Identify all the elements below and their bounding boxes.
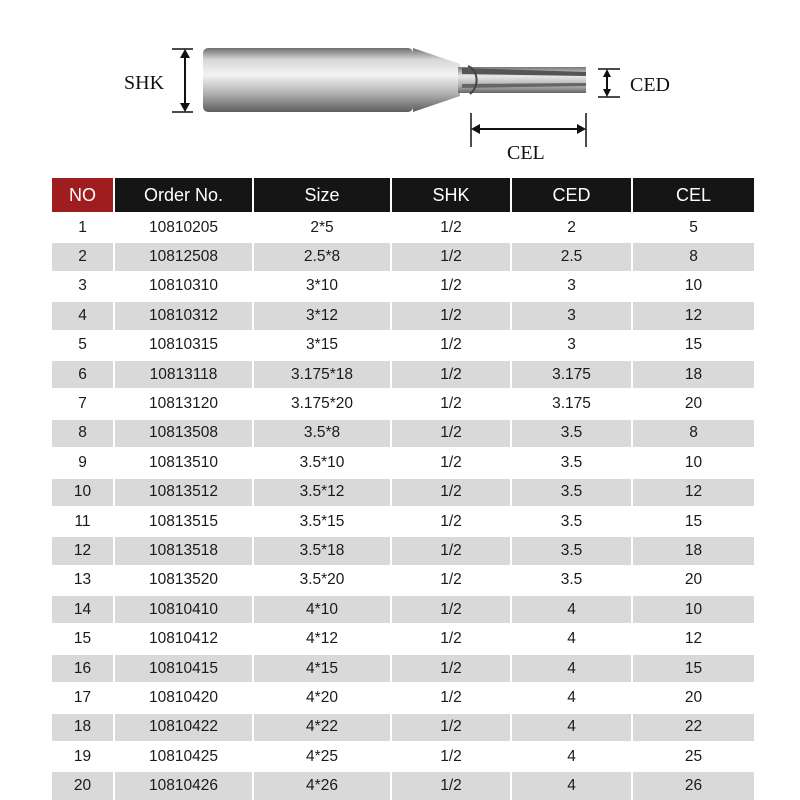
cell-no: 6 xyxy=(52,361,113,388)
cell-cel: 12 xyxy=(633,302,754,329)
cell-ced: 3.5 xyxy=(512,537,631,564)
cell-no: 12 xyxy=(52,537,113,564)
table-row xyxy=(52,332,746,359)
cell-size: 3.5*20 xyxy=(254,567,390,594)
cell-ced: 3.175 xyxy=(512,390,631,417)
cell-order-no: 10810420 xyxy=(115,684,252,711)
cell-cel: 20 xyxy=(633,567,754,594)
cell-size: 3.5*8 xyxy=(254,420,390,447)
cell-ced: 4 xyxy=(512,743,631,770)
cell-cel: 18 xyxy=(633,537,754,564)
cell-order-no: 10810425 xyxy=(115,743,252,770)
cell-ced: 4 xyxy=(512,596,631,623)
header-cel: CEL xyxy=(633,178,754,212)
cell-no: 9 xyxy=(52,449,113,476)
cell-ced: 4 xyxy=(512,714,631,741)
cell-no: 14 xyxy=(52,596,113,623)
cell-shk: 1/2 xyxy=(392,567,510,594)
cell-size: 4*12 xyxy=(254,625,390,652)
cell-order-no: 10812508 xyxy=(115,243,252,270)
table-row xyxy=(52,714,746,741)
cell-cel: 10 xyxy=(633,273,754,300)
table-row xyxy=(52,479,746,506)
cell-no: 3 xyxy=(52,273,113,300)
header-ced: CED xyxy=(512,178,631,212)
cell-shk: 1/2 xyxy=(392,684,510,711)
cell-size: 2.5*8 xyxy=(254,243,390,270)
table-row xyxy=(52,390,746,417)
cell-shk: 1/2 xyxy=(392,214,510,241)
cell-size: 4*10 xyxy=(254,596,390,623)
table-body xyxy=(52,214,746,800)
cell-size: 3.5*12 xyxy=(254,479,390,506)
ced-label: CED xyxy=(630,74,670,96)
cell-shk: 1/2 xyxy=(392,420,510,447)
cell-shk: 1/2 xyxy=(392,625,510,652)
cell-shk: 1/2 xyxy=(392,596,510,623)
cell-no: 11 xyxy=(52,508,113,535)
cell-order-no: 10810410 xyxy=(115,596,252,623)
cell-no: 15 xyxy=(52,625,113,652)
table-row xyxy=(52,302,746,329)
cell-shk: 1/2 xyxy=(392,332,510,359)
cell-cel: 26 xyxy=(633,772,754,799)
cell-size: 3.5*10 xyxy=(254,449,390,476)
cell-ced: 2 xyxy=(512,214,631,241)
table-row xyxy=(52,420,746,447)
cell-size: 3.5*18 xyxy=(254,537,390,564)
header-order-no: Order No. xyxy=(115,178,252,212)
table-row xyxy=(52,625,746,652)
cell-shk: 1/2 xyxy=(392,772,510,799)
cell-no: 10 xyxy=(52,479,113,506)
cell-cel: 15 xyxy=(633,332,754,359)
cell-ced: 3.5 xyxy=(512,479,631,506)
cell-order-no: 10813508 xyxy=(115,420,252,447)
cell-size: 3*10 xyxy=(254,273,390,300)
cell-shk: 1/2 xyxy=(392,273,510,300)
cell-ced: 3 xyxy=(512,332,631,359)
cell-no: 13 xyxy=(52,567,113,594)
cell-cel: 15 xyxy=(633,655,754,682)
cell-cel: 8 xyxy=(633,243,754,270)
cell-order-no: 10810315 xyxy=(115,332,252,359)
cell-order-no: 10810312 xyxy=(115,302,252,329)
cell-size: 3.175*18 xyxy=(254,361,390,388)
cell-ced: 4 xyxy=(512,625,631,652)
cell-ced: 2.5 xyxy=(512,243,631,270)
table-row xyxy=(52,772,746,799)
cell-cel: 5 xyxy=(633,214,754,241)
cell-shk: 1/2 xyxy=(392,714,510,741)
cell-order-no: 10810205 xyxy=(115,214,252,241)
cell-order-no: 10810310 xyxy=(115,273,252,300)
cell-ced: 4 xyxy=(512,772,631,799)
cell-order-no: 10813515 xyxy=(115,508,252,535)
cell-no: 18 xyxy=(52,714,113,741)
cell-ced: 3 xyxy=(512,302,631,329)
table-row xyxy=(52,537,746,564)
cell-order-no: 10813120 xyxy=(115,390,252,417)
cel-label: CEL xyxy=(507,142,545,164)
cell-size: 3*12 xyxy=(254,302,390,329)
cell-size: 2*5 xyxy=(254,214,390,241)
cell-order-no: 10813520 xyxy=(115,567,252,594)
cell-shk: 1/2 xyxy=(392,449,510,476)
bit-shank xyxy=(203,48,460,112)
spec-table xyxy=(52,178,746,800)
cell-ced: 3.5 xyxy=(512,449,631,476)
table-row xyxy=(52,449,746,476)
cell-size: 4*25 xyxy=(254,743,390,770)
router-bit-diagram xyxy=(0,0,800,175)
cell-ced: 3.5 xyxy=(512,420,631,447)
cell-no: 7 xyxy=(52,390,113,417)
cell-shk: 1/2 xyxy=(392,361,510,388)
cell-size: 3*15 xyxy=(254,332,390,359)
header-size: Size xyxy=(254,178,390,212)
table-row xyxy=(52,214,746,241)
table-row xyxy=(52,361,746,388)
cell-shk: 1/2 xyxy=(392,743,510,770)
table-row xyxy=(52,684,746,711)
cell-ced: 3.5 xyxy=(512,567,631,594)
cell-no: 2 xyxy=(52,243,113,270)
ced-dimension xyxy=(598,69,620,97)
cell-no: 5 xyxy=(52,332,113,359)
cell-ced: 3.5 xyxy=(512,508,631,535)
cell-order-no: 10813512 xyxy=(115,479,252,506)
table-row xyxy=(52,273,746,300)
header-shk: SHK xyxy=(392,178,510,212)
cell-size: 4*20 xyxy=(254,684,390,711)
header-no: NO xyxy=(52,178,113,212)
cell-no: 17 xyxy=(52,684,113,711)
cell-order-no: 10810422 xyxy=(115,714,252,741)
cell-size: 3.5*15 xyxy=(254,508,390,535)
table-row xyxy=(52,508,746,535)
cell-shk: 1/2 xyxy=(392,243,510,270)
cell-size: 4*26 xyxy=(254,772,390,799)
cell-cel: 18 xyxy=(633,361,754,388)
cell-cel: 10 xyxy=(633,449,754,476)
cell-cel: 22 xyxy=(633,714,754,741)
cell-order-no: 10810415 xyxy=(115,655,252,682)
cell-no: 8 xyxy=(52,420,113,447)
cell-ced: 3 xyxy=(512,273,631,300)
cell-cel: 12 xyxy=(633,625,754,652)
cell-order-no: 10813518 xyxy=(115,537,252,564)
cell-ced: 4 xyxy=(512,684,631,711)
cell-no: 1 xyxy=(52,214,113,241)
cell-cel: 20 xyxy=(633,684,754,711)
cell-ced: 4 xyxy=(512,655,631,682)
cell-shk: 1/2 xyxy=(392,537,510,564)
cell-shk: 1/2 xyxy=(392,655,510,682)
cell-no: 19 xyxy=(52,743,113,770)
cell-cel: 15 xyxy=(633,508,754,535)
cell-size: 4*15 xyxy=(254,655,390,682)
shk-dimension xyxy=(172,49,193,112)
cell-cel: 12 xyxy=(633,479,754,506)
table-row xyxy=(52,243,746,270)
bit-cutting-edge xyxy=(458,66,586,94)
cell-shk: 1/2 xyxy=(392,508,510,535)
cell-order-no: 10810412 xyxy=(115,625,252,652)
cell-shk: 1/2 xyxy=(392,390,510,417)
cell-no: 4 xyxy=(52,302,113,329)
cell-cel: 25 xyxy=(633,743,754,770)
cell-shk: 1/2 xyxy=(392,302,510,329)
cell-order-no: 10810426 xyxy=(115,772,252,799)
table-row xyxy=(52,596,746,623)
table-row xyxy=(52,743,746,770)
cell-cel: 20 xyxy=(633,390,754,417)
table-row xyxy=(52,567,746,594)
table-row xyxy=(52,655,746,682)
cell-cel: 10 xyxy=(633,596,754,623)
cell-shk: 1/2 xyxy=(392,479,510,506)
cell-size: 3.175*20 xyxy=(254,390,390,417)
cell-order-no: 10813118 xyxy=(115,361,252,388)
cell-no: 16 xyxy=(52,655,113,682)
cell-ced: 3.175 xyxy=(512,361,631,388)
cell-order-no: 10813510 xyxy=(115,449,252,476)
shk-label: SHK xyxy=(124,72,165,94)
cell-cel: 8 xyxy=(633,420,754,447)
cell-no: 20 xyxy=(52,772,113,799)
cell-size: 4*22 xyxy=(254,714,390,741)
table-header xyxy=(52,178,746,212)
